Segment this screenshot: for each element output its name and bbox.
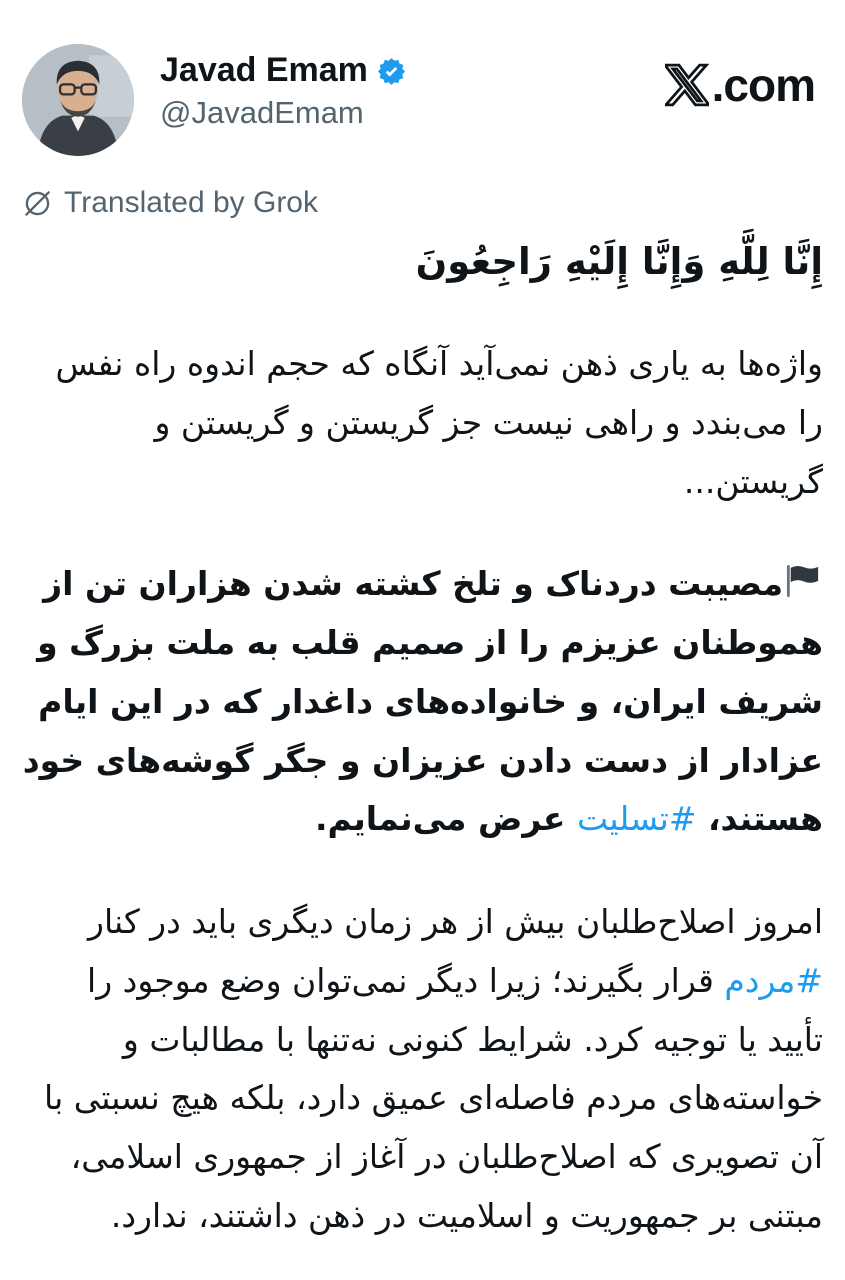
x-com-logo <box>665 58 815 112</box>
tweet-paragraph-grief: واژه‌ها به یاری ذهن نمی‌آید آنگاه که حجم اندوه راه نفس را می‌بندد و راهی نیست جز گریستن و گریستن و گریستن... <box>55 344 823 501</box>
hashtag-taslit[interactable]: #تسلیت <box>576 799 697 839</box>
avatar-portrait <box>22 44 134 156</box>
grok-icon <box>22 188 53 219</box>
black-flag-icon <box>783 564 823 598</box>
hashtag-mardom[interactable]: #مردم <box>724 960 823 1000</box>
x-com-suffix: .com <box>711 59 815 111</box>
paragraph-text: قرار بگیرند؛ زیرا دیگر نمی‌توان وضع موجود را تأیید یا توجیه کرد. شرایط کنونی نه‌تنها با مطالبات و خواسته‌های مردم فاصله‌ای عمیق دارد، بلکه هیچ نسبتی با آن تصویری که اصلاح‌طلبان در آغاز از جمهوری اسلامی، مبتنی بر جمهوریت و اسلامیت در ذهن داشتند، ندارد. <box>44 960 823 1235</box>
paragraph-text: امروز اصلاح‌طلبان بیش از هر زمان دیگری باید در کنار <box>88 902 823 942</box>
x-logo-icon <box>665 63 709 107</box>
paragraph-text: مصیبت دردناک و تلخ کشته شدن هزاران تن از هموطنان عزیزم را از صمیم قلب به ملت بزرگ و شریف ایران، و خانواده‌های داغدار که در این ایام عزادار از دست دادن عزیزان و جگر گوشه‌های خود هستند، <box>22 564 823 839</box>
verified-badge-icon <box>376 56 407 87</box>
name-block <box>160 44 407 130</box>
tweet-paragraph-condolence <box>22 555 823 849</box>
arabic-verse: إِنَّا لِلَّهِ وَإِنَّا إِلَيْهِ رَاجِعُونَ <box>415 240 823 283</box>
profile-avatar[interactable] <box>22 44 134 156</box>
display-name[interactable]: Javad Emam <box>160 51 368 89</box>
translated-by-label: Translated by Grok <box>64 186 318 219</box>
translated-by-grok[interactable] <box>22 186 823 220</box>
user-handle[interactable]: @JavadEmam <box>160 95 364 131</box>
paragraph-text: عرض می‌نمایم. <box>314 799 577 839</box>
tweet-paragraph-reformists <box>22 893 823 1245</box>
tweet-header <box>22 44 823 156</box>
